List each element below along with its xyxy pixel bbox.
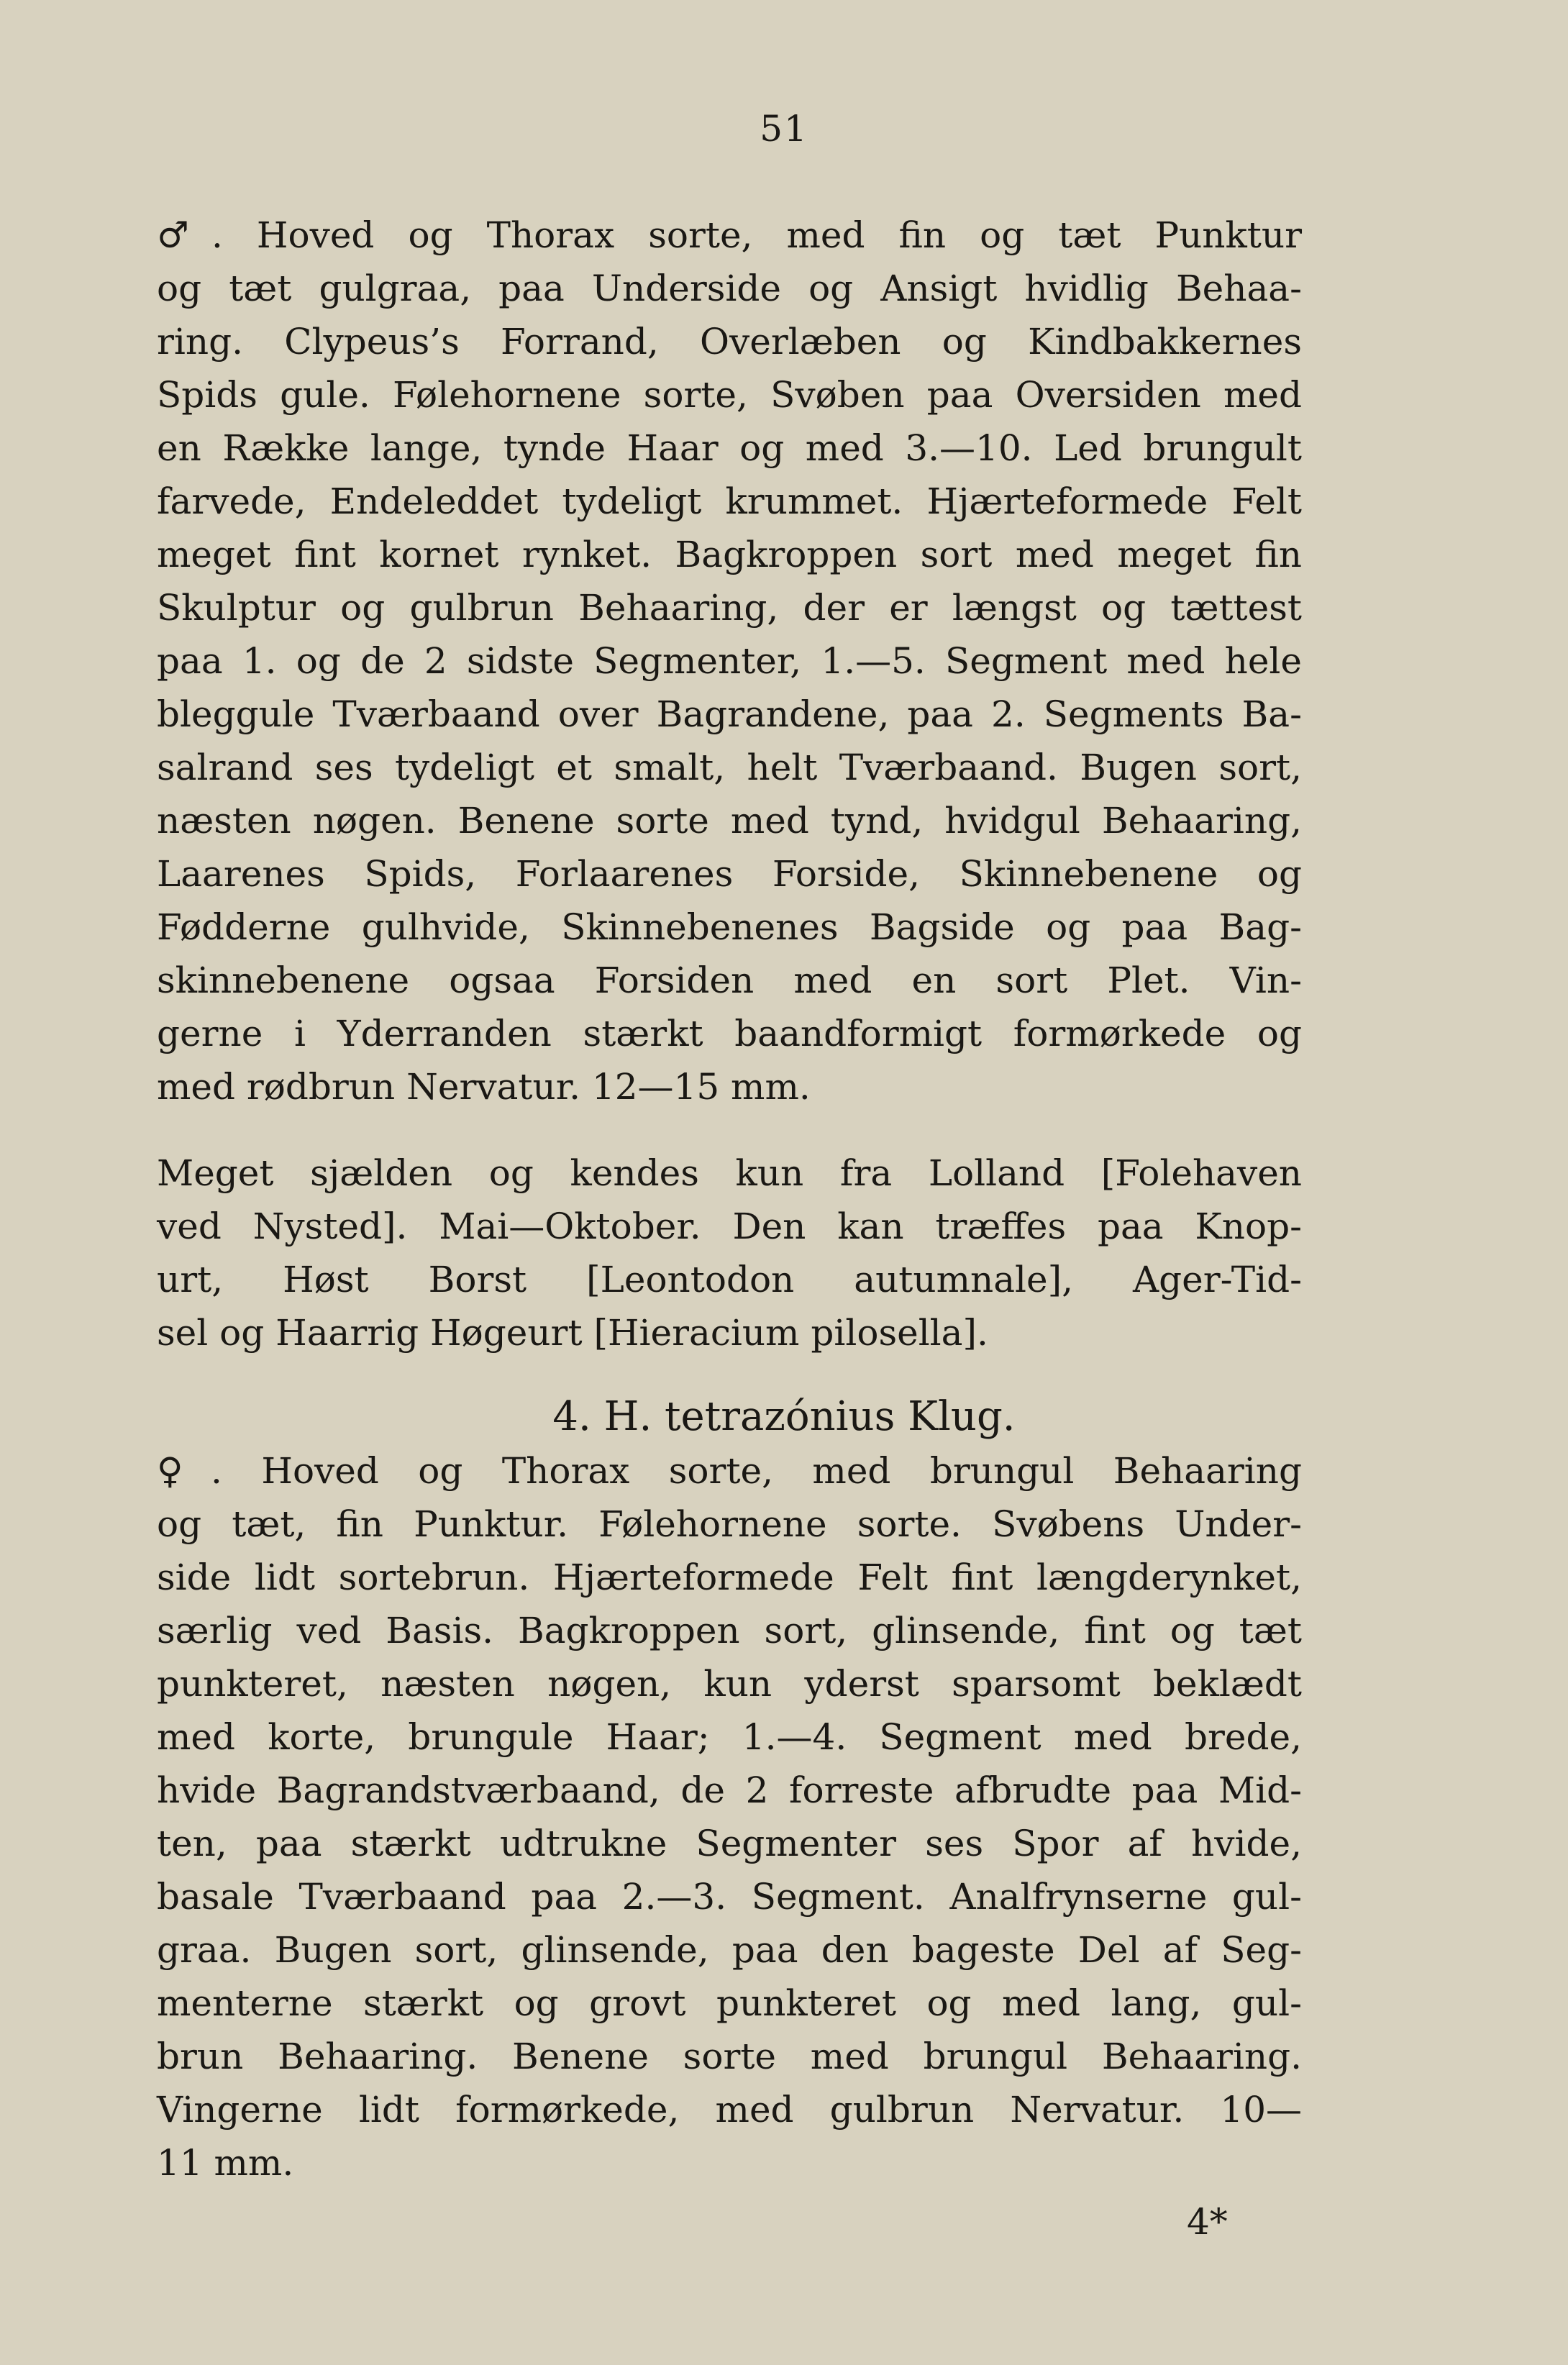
text-line: og tæt, fin Punktur. Følehornene sorte. Svøbens Under- [157, 1503, 1302, 1545]
text-line: Meget sjælden og kendes kun fra Lolland [Folehaven [157, 1152, 1302, 1194]
distribution-note [157, 1147, 1302, 1359]
text-line: næsten nøgen. Benene sorte med tynd, hvidgul Behaaring, [157, 800, 1302, 842]
text-line: farvede, Endeleddet tydeligt krummet. Hjærteformede Felt [157, 480, 1302, 522]
page-number: 51 [760, 108, 808, 150]
text-line: ♀. Hoved og Thorax sorte, med brungul Behaaring [157, 1450, 1302, 1492]
text-line: Vingerne lidt formørkede, med gulbrun Nervatur. 10— [157, 2089, 1302, 2131]
text-line: ved Nysted]. Mai—Oktober. Den kan træffes paa Knop- [157, 1206, 1302, 1247]
text-line: ring. Clypeus’s Forrand, Overlæben og Kindbakkernes [157, 321, 1302, 363]
text-line: Fødderne gulhvide, Skinnebenenes Bagside og paa Bag- [157, 906, 1302, 948]
text-line: gerne i Yderranden stærkt baandformigt formørkede og [157, 1013, 1302, 1054]
text-line: sel og Haarrig Høgeurt [Hieracium pilosella]. [157, 1312, 988, 1354]
text-line: Spids gule. Følehornene sorte, Svøben paa Oversiden med [157, 374, 1302, 416]
text-line: hvide Bagrandstværbaand, de 2 forreste afbrudte paa Mid- [157, 1769, 1302, 1811]
text-line: med rødbrun Nervatur. 12—15 mm. [157, 1066, 811, 1108]
text-line: særlig ved Basis. Bagkroppen sort, glinsende, fint og tæt [157, 1610, 1302, 1651]
text-line: menterne stærkt og grovt punkteret og med lang, gul- [157, 1982, 1302, 2024]
text-line: og tæt gulgraa, paa Underside og Ansigt hvidlig Behaa- [157, 268, 1302, 309]
text-line: en Række lange, tynde Haar og med 3.—10. Led brungult [157, 427, 1302, 469]
text-line: med korte, brungule Haar; 1.—4. Segment med brede, [157, 1716, 1302, 1758]
female-description [157, 1444, 1302, 2189]
text-line: meget fint kornet rynket. Bagkroppen sort med meget fin [157, 534, 1302, 575]
signature-mark: 4* [1187, 2201, 1228, 2243]
text-line: side lidt sortebrun. Hjærteformede Felt fint længderynket, [157, 1557, 1302, 1598]
text-line: skinnebenene ogsaa Forsiden med en sort Plet. Vin- [157, 960, 1302, 1001]
text-line: brun Behaaring. Benene sorte med brungul Behaaring. [157, 2036, 1302, 2077]
text-line: ten, paa stærkt udtrukne Segmenter ses Spor af hvide, [157, 1823, 1302, 1864]
text-line: urt, Høst Borst [Leontodon autumnale], Ager-Tid- [157, 1259, 1302, 1300]
text-line: bleggule Tværbaand over Bagrandene, paa 2. Segments Ba- [157, 693, 1302, 735]
text-line: basale Tværbaand paa 2.—3. Segment. Analfrynserne gul- [157, 1876, 1302, 1918]
text-line: Laarenes Spids, Forlaarenes Forside, Skinnebenene og [157, 853, 1302, 895]
text-line: graa. Bugen sort, glinsende, paa den bageste Del af Seg- [157, 1929, 1302, 1971]
text-line: salrand ses tydeligt et smalt, helt Tværbaand. Bugen sort, [157, 747, 1302, 788]
text-line: paa 1. og de 2 sidste Segmenter, 1.—5. Segment med hele [157, 640, 1302, 682]
text-line: Skulptur og gulbrun Behaaring, der er længst og tættest [157, 587, 1302, 629]
text-line: 11 mm. [157, 2142, 294, 2184]
species-heading: 4. H. tetrazónius Klug. [552, 1393, 1016, 1440]
text-line: punkteret, næsten nøgen, kun yderst sparsomt beklædt [157, 1663, 1302, 1705]
text-line: ♂. Hoved og Thorax sorte, med fin og tæt Punktur [157, 214, 1302, 256]
male-description [157, 209, 1302, 1113]
